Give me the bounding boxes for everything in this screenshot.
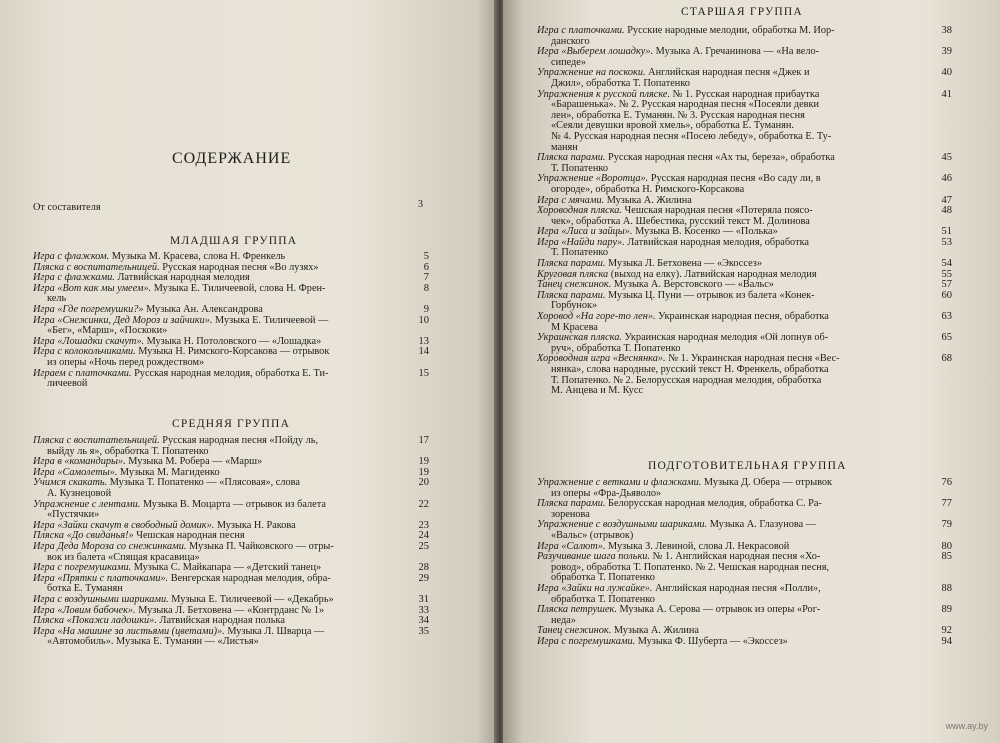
- section-heading-preparatory: ПОДГОТОВИТЕЛЬНАЯ ГРУППА: [648, 460, 847, 472]
- toc-entry-text: Т. Попатенко: [551, 247, 609, 259]
- toc-entry: [33, 574, 429, 595]
- toc-entry-text: Музыка Е. Тиличеевой — «Декабрь»: [168, 593, 334, 605]
- toc-page-number: 63: [941, 311, 952, 323]
- toc-page-number: 33: [418, 604, 429, 616]
- toc-entry-title: Хороводная игра «Веснянка».: [537, 353, 666, 365]
- toc-entry-text: Музыка Л. Шварца —: [224, 625, 325, 637]
- toc-entry-title: Игра «Зайки скачут в свободный домик».: [33, 519, 215, 531]
- toc-entry-text: Русские народные мелодии, обработка М. Иор-: [624, 25, 835, 36]
- toc-entry: [537, 238, 952, 259]
- toc-entry-title: Игра «Ловим бабочек».: [33, 604, 136, 616]
- toc-page-number: 77: [941, 498, 952, 510]
- intro-page: 3: [417, 199, 423, 210]
- toc-page-number: 41: [941, 88, 952, 100]
- toc-page-number: 47: [941, 194, 952, 206]
- section-list-senior: [537, 26, 952, 397]
- toc-entry-line: [33, 284, 429, 295]
- toc-entry: [33, 284, 429, 305]
- toc-entry-text: (выход на елку). Латвийская народная мелодия: [608, 268, 817, 280]
- toc-page-number: 92: [941, 625, 952, 637]
- toc-entry-line: [33, 379, 429, 390]
- intro-entry: [33, 199, 423, 213]
- toc-entry-text: Латвийская народная мелодия, обработка: [624, 236, 809, 248]
- toc-entry-title: Учимся скакать.: [33, 477, 108, 489]
- toc-page-number: 88: [941, 582, 952, 594]
- toc-page-number: 89: [941, 604, 952, 616]
- toc-entry: [537, 90, 952, 154]
- toc-page-number: 80: [941, 540, 952, 552]
- toc-entry-text: Музыка С. Майкапара — «Детский танец»: [131, 562, 322, 574]
- toc-page-number: 20: [418, 477, 429, 489]
- toc-entry-title: Упражнение «Воротца».: [537, 173, 649, 185]
- section-list-middle: [33, 436, 429, 648]
- toc-page-number: 25: [418, 540, 429, 552]
- toc-entry: [537, 291, 952, 312]
- watermark-text: www.ay.by: [945, 721, 988, 731]
- section-heading-senior: СТАРШАЯ ГРУППА: [681, 6, 803, 18]
- toc-page-number: 40: [941, 67, 952, 79]
- toc-entry-text: лен», обработка Е. Туманян. № 3. Русская народная песня: [551, 109, 805, 121]
- toc-entry-text: Латвийская народная полька: [156, 615, 285, 627]
- toc-entry-text: неда»: [551, 614, 576, 626]
- toc-entry-text: Джил», обработка Т. Попатенко: [551, 77, 690, 89]
- toc-entry-title: Упражнения к русской пляске.: [537, 88, 671, 100]
- toc-entry: [537, 174, 952, 195]
- toc-page-number: 38: [941, 25, 952, 36]
- toc-page-number: 94: [941, 635, 952, 647]
- toc-page-number: 29: [418, 572, 429, 584]
- toc-entry-line: [537, 499, 952, 510]
- toc-entry-text: Музыка Н. Римского-Корсакова — отрывок: [135, 346, 330, 358]
- toc-page-number: 35: [418, 625, 429, 637]
- toc-entry-text: «Барашенька». № 2. Русская народная песня «Посеяли девки: [551, 99, 820, 111]
- toc-entry-title: Игра «Самолеты».: [33, 466, 118, 478]
- toc-entry-text: Горбунок»: [551, 300, 598, 312]
- toc-entry-text: зоренова: [551, 508, 590, 520]
- toc-entry-line: [33, 369, 429, 380]
- toc-entry-title: Разучивание шага польки.: [537, 551, 650, 563]
- toc-entry-text: Музыка М. Красева, слова Н. Френкель: [109, 251, 286, 262]
- toc-entry-text: Музыка А. Глазунова —: [707, 519, 817, 531]
- toc-page-number: 28: [418, 562, 429, 574]
- toc-entry: [537, 605, 952, 626]
- toc-entry-text: Музыка Л. Бетховена — «Контрданс № 1»: [135, 604, 325, 616]
- toc-entry-text: Русская народная песня «Во лузях»: [159, 261, 319, 273]
- toc-entry-text: вок из балета «Спящая красавица»: [47, 551, 200, 563]
- toc-entry-text: Музыка П. Чайковского — отры-: [186, 540, 334, 552]
- toc-entry-text: Русская народная песня «Ах ты, береза», обработка: [605, 152, 835, 164]
- toc-entry-text: выйду ль я», обработка Т. Попатенко: [47, 445, 209, 457]
- toc-entry-title: Танец снежинок.: [537, 625, 612, 637]
- section-list-junior: [33, 252, 429, 390]
- toc-page-number: 8: [423, 282, 429, 294]
- toc-entry-line: [537, 26, 952, 37]
- toc-entry-text: из оперы «Фра-Дьяволо»: [551, 487, 662, 499]
- toc-entry-title: Игра с мячами.: [537, 194, 605, 206]
- toc-page-number: 34: [418, 615, 429, 627]
- toc-entry-text: Венгерская народная мелодия, обра-: [168, 572, 331, 584]
- toc-entry-title: Игра «Прятки с платочками».: [33, 572, 169, 584]
- toc-entry-title: Пляска с воспитательницей.: [33, 435, 160, 446]
- toc-page-number: 39: [941, 46, 952, 58]
- toc-entry-text: Музыка Н. Потоловского — «Лошадка»: [144, 335, 322, 347]
- toc-entry-title: Пляска парами.: [537, 498, 606, 510]
- toc-entry-text: Чешская народная песня «Потеряла поясо-: [621, 205, 813, 217]
- toc-entry-title: Игра «Салют».: [537, 540, 606, 552]
- toc-entry: [537, 153, 952, 174]
- toc-entry: [33, 369, 429, 390]
- toc-page-number: 6: [423, 261, 429, 273]
- toc-entry-text: «Бег», «Марш», «Поскоки»: [47, 325, 168, 337]
- toc-entry-text: Белорусская народная мелодия, обработка С. Ра-: [605, 498, 822, 510]
- toc-page-number: 48: [941, 205, 952, 217]
- toc-entry-text: Музыка А. Верстовского — «Вальс»: [611, 279, 774, 291]
- toc-entry-text: М Красева: [551, 321, 598, 333]
- toc-entry-text: Русская народная песня «Во саду ли, в: [648, 173, 821, 185]
- toc-page-number: 68: [941, 353, 952, 365]
- toc-page-number: 60: [941, 289, 952, 301]
- toc-entry: [33, 542, 429, 563]
- toc-entry-title: Пляска «До свиданья!»: [33, 530, 134, 542]
- toc-entry-text: № 4. Русская народная песня «Посею лебеду», обработка Е. Ту-: [551, 130, 832, 142]
- toc-entry-title: Упражнение с ветками и флажками.: [537, 477, 702, 488]
- toc-entry-title: Играем с платочками.: [33, 367, 132, 379]
- toc-entry-line: [537, 312, 952, 323]
- toc-entry-title: Игра «Вот как мы умеем».: [33, 282, 152, 294]
- toc-entry-title: Игра с флажками.: [33, 272, 115, 284]
- left-page: [0, 0, 497, 743]
- toc-page-number: 17: [418, 435, 429, 446]
- toc-entry-text: Музыка А. Жилина: [604, 194, 692, 206]
- toc-entry: [537, 552, 952, 584]
- toc-entry-title: Упражнение с воздушными шариками.: [537, 519, 708, 531]
- toc-page-number: 31: [418, 593, 429, 605]
- toc-entry-text: Музыка З. Левиной, слова Л. Некрасовой: [605, 540, 790, 552]
- toc-entry-title: Игра «Найди пару».: [537, 236, 625, 248]
- toc-entry-text: Чешская народная песня: [133, 530, 245, 542]
- toc-page-number: 51: [941, 226, 952, 238]
- toc-entry-text: № 1. Английская народная песня «Хо-: [650, 551, 821, 563]
- toc-entry-title: Пляска «Покажи ладошки».: [33, 615, 157, 627]
- toc-entry-text: «Пустячки»: [47, 509, 100, 521]
- toc-entry-text: Музыка В. Косенко — «Полька»: [632, 226, 778, 238]
- toc-entry-text: «Сеяли девушки яровой хмель», обработка Е. Туманян.: [551, 120, 795, 132]
- toc-page-number: 15: [418, 367, 429, 379]
- toc-entry-text: Музыка Ан. Александрова: [143, 303, 263, 315]
- toc-entry-text: Английская народная песня «Джек и: [645, 67, 810, 79]
- toc-entry: [33, 627, 429, 648]
- toc-page-number: 5: [423, 251, 429, 262]
- toc-entry-text: обработка Т. Попатенко: [551, 572, 655, 584]
- toc-entry-text: Музыка Т. Попатенко — «Плясовая», слова: [107, 477, 300, 489]
- toc-entry-title: Круговая пляска: [537, 268, 609, 280]
- toc-entry-text: Музыка М. Магиденко: [117, 466, 220, 478]
- toc-entry: [537, 206, 952, 227]
- toc-entry-line: [537, 132, 952, 143]
- toc-page-number: 9: [423, 303, 429, 315]
- toc-entry-text: А. Кузнецовой: [47, 487, 112, 499]
- toc-entry-title: Упражнение на поскоки.: [537, 67, 646, 79]
- toc-entry: [537, 312, 952, 333]
- toc-entry: [537, 68, 952, 89]
- toc-entry-text: «Вальс» (отрывок): [551, 529, 634, 541]
- toc-entry-text: Музыка Н. Ракова: [214, 519, 296, 531]
- toc-entry: [33, 347, 429, 368]
- toc-entry-text: «Автомобиль». Музыка Е. Туманян — «Листья»: [47, 636, 259, 648]
- right-page: [503, 0, 1000, 743]
- toc-entry-text: огороде», обработка Н. Римского-Корсакова: [551, 183, 745, 195]
- toc-entry-text: ботка Е. Туманян: [47, 583, 123, 595]
- toc-entry-text: нянка», слова народные, русский текст Н. Френкель, обработка: [551, 364, 829, 375]
- toc-entry-line: [33, 637, 429, 648]
- toc-entry: [537, 47, 952, 68]
- toc-entry-text: Музыка Д. Обера — отрывок: [701, 477, 833, 488]
- toc-page-number: 45: [941, 152, 952, 164]
- toc-page-number: 10: [418, 314, 429, 326]
- toc-entry-line: [537, 291, 952, 302]
- toc-entry-text: манян: [551, 141, 578, 153]
- toc-entry-title: Игра с воздушными шариками.: [33, 593, 169, 605]
- toc-entry-title: Игра «Где погремушки?»: [33, 303, 144, 315]
- toc-page-number: 65: [941, 332, 952, 344]
- toc-entry-title: Пляска парами.: [537, 289, 606, 301]
- toc-entry-text: личеевой: [47, 378, 88, 390]
- toc-entry-title: Игра с погремушками.: [537, 635, 636, 647]
- toc-entry-line: [537, 47, 952, 58]
- toc-entry-line: [537, 386, 952, 397]
- toc-entry: [537, 499, 952, 520]
- toc-entry-text: Музыка Ф. Шуберта — «Экоссез»: [635, 635, 788, 647]
- toc-page-number: 46: [941, 173, 952, 185]
- toc-entry-text: Украинская народная мелодия «Ой лопнув об-: [621, 332, 829, 344]
- toc-entry-title: Игра «Зайки на лужайке».: [537, 582, 653, 594]
- toc-entry-title: Игра «Снежинки, Дед Мороз и зайчики».: [33, 314, 213, 326]
- toc-entry-title: Игра «На машине за листьями (цветами)».: [33, 625, 225, 637]
- toc-page-number: 54: [941, 258, 952, 270]
- toc-entry: [537, 520, 952, 541]
- toc-entry-text: ровод», обработка Т. Попатенко. № 2. Чешская народная песня,: [551, 561, 830, 573]
- section-heading-junior: МЛАДШАЯ ГРУППА: [170, 235, 298, 247]
- toc-entry-title: Игра Деда Мороза со снежинками.: [33, 540, 187, 552]
- toc-entry: [537, 637, 952, 648]
- toc-entry-text: руч», обработка Т. Попатенко: [551, 342, 681, 354]
- toc-entry-title: Игра с погремушками.: [33, 562, 132, 574]
- toc-page-number: 57: [941, 279, 952, 291]
- toc-entry: [33, 478, 429, 499]
- toc-entry-text: Музыка М. Робера — «Марш»: [125, 456, 263, 468]
- toc-entry-title: Хороводная пляска.: [537, 205, 622, 217]
- toc-entry-title: Упражнение с лентами.: [33, 498, 141, 510]
- toc-entry-title: Хоровод «На горе-то лен».: [537, 311, 656, 323]
- toc-entry-title: Игра с колокольчиками.: [33, 346, 136, 358]
- toc-page-number: 7: [423, 272, 429, 284]
- contents-title: СОДЕРЖАНИЕ: [172, 150, 292, 167]
- toc-entry-title: Украинская пляска.: [537, 332, 622, 344]
- toc-entry-text: из оперы «Ночь перед рождеством»: [47, 356, 205, 368]
- toc-entry: [33, 316, 429, 337]
- toc-entry-text: Т. Попатенко. № 2. Белорусская народная мелодия, обработка: [551, 374, 822, 386]
- toc-page-number: 85: [941, 551, 952, 563]
- intro-text: От составителя: [33, 202, 101, 213]
- toc-entry-text: Музыка Ц. Пуни — отрывок из балета «Конек-: [605, 289, 815, 301]
- toc-entry-title: Пляска петрушек.: [537, 604, 617, 616]
- toc-entry-title: Игра «Лиса и зайцы».: [537, 226, 633, 238]
- toc-entry-text: М. Анцева и М. Кусс: [551, 385, 643, 397]
- toc-page-number: 19: [418, 456, 429, 468]
- toc-entry-title: Игра в «командиры».: [33, 456, 126, 468]
- toc-page-number: 19: [418, 466, 429, 478]
- toc-entry-text: Латвийская народная мелодия: [114, 272, 250, 284]
- toc-entry-text: № 1. Русская народная прибаутка: [670, 88, 820, 100]
- toc-entry-title: Танец снежинок.: [537, 279, 612, 291]
- toc-entry: [537, 333, 952, 354]
- toc-entry-text: Музыка Е. Тиличеевой —: [212, 314, 329, 326]
- toc-entry-title: Игра с платочками.: [537, 25, 625, 36]
- toc-page-number: 76: [941, 477, 952, 488]
- toc-entry-title: Игра «Лошадки скачут».: [33, 335, 145, 347]
- toc-entry-line: [537, 637, 952, 648]
- toc-page-number: 23: [418, 519, 429, 531]
- toc-entry: [537, 478, 952, 499]
- toc-entry-text: данского: [551, 35, 590, 47]
- toc-entry: [33, 436, 429, 457]
- toc-page-number: 14: [418, 346, 429, 358]
- toc-entry-text: обработка Т. Попатенко: [551, 593, 655, 605]
- section-list-preparatory: [537, 478, 952, 648]
- toc-entry: [537, 354, 952, 396]
- toc-entry-title: Пляска парами.: [537, 258, 606, 270]
- toc-entry-text: Музыка А. Серова — отрывок из оперы «Рог-: [616, 604, 821, 616]
- toc-page-number: 53: [941, 236, 952, 248]
- toc-entry-text: Т. Попатенко: [551, 162, 609, 174]
- toc-entry-text: Музыка Е. Тиличеевой, слова Н. Френ-: [151, 282, 326, 294]
- toc-entry-title: Игра с флажком.: [33, 251, 110, 262]
- toc-entry: [537, 584, 952, 605]
- toc-page-number: 24: [418, 530, 429, 542]
- toc-page-number: 55: [941, 268, 952, 280]
- toc-page-number: 13: [418, 335, 429, 347]
- toc-entry-text: кель: [47, 293, 67, 305]
- toc-entry-text: Музыка А. Жилина: [611, 625, 699, 637]
- toc-entry-text: Музыка А. Гречанинова — «На вело-: [653, 46, 820, 58]
- toc-entry: [537, 26, 952, 47]
- toc-entry-text: Украинская народная песня, обработка: [655, 311, 829, 323]
- toc-entry-text: чек», обработка А. Шебестика, русский текст М. Долинова: [551, 215, 810, 227]
- toc-entry: [33, 500, 429, 521]
- toc-entry-text: № 1. Украинская народная песня «Вес-: [665, 353, 840, 365]
- toc-entry-text: Музыка В. Моцарта — отрывок из балета: [140, 498, 326, 510]
- toc-entry-title: Пляска парами.: [537, 152, 606, 164]
- toc-entry-line: [537, 605, 952, 616]
- toc-page-number: 79: [941, 519, 952, 531]
- section-heading-middle: СРЕДНЯЯ ГРУППА: [172, 418, 291, 430]
- toc-entry-text: Русская народная песня «Пойду ль,: [159, 435, 319, 446]
- toc-entry-text: Русская народная мелодия, обработка Е. Ти-: [131, 367, 329, 379]
- toc-entry-text: Английская народная песня «Полли»,: [652, 582, 821, 594]
- toc-entry-text: сипеде»: [551, 56, 586, 68]
- toc-entry-title: Пляска с воспитательницей.: [33, 261, 160, 273]
- toc-page-number: 22: [418, 498, 429, 510]
- toc-entry-title: Игра «Выберем лошадку».: [537, 46, 654, 58]
- toc-entry-text: Музыка Л. Бетховена — «Экоссез»: [605, 258, 762, 270]
